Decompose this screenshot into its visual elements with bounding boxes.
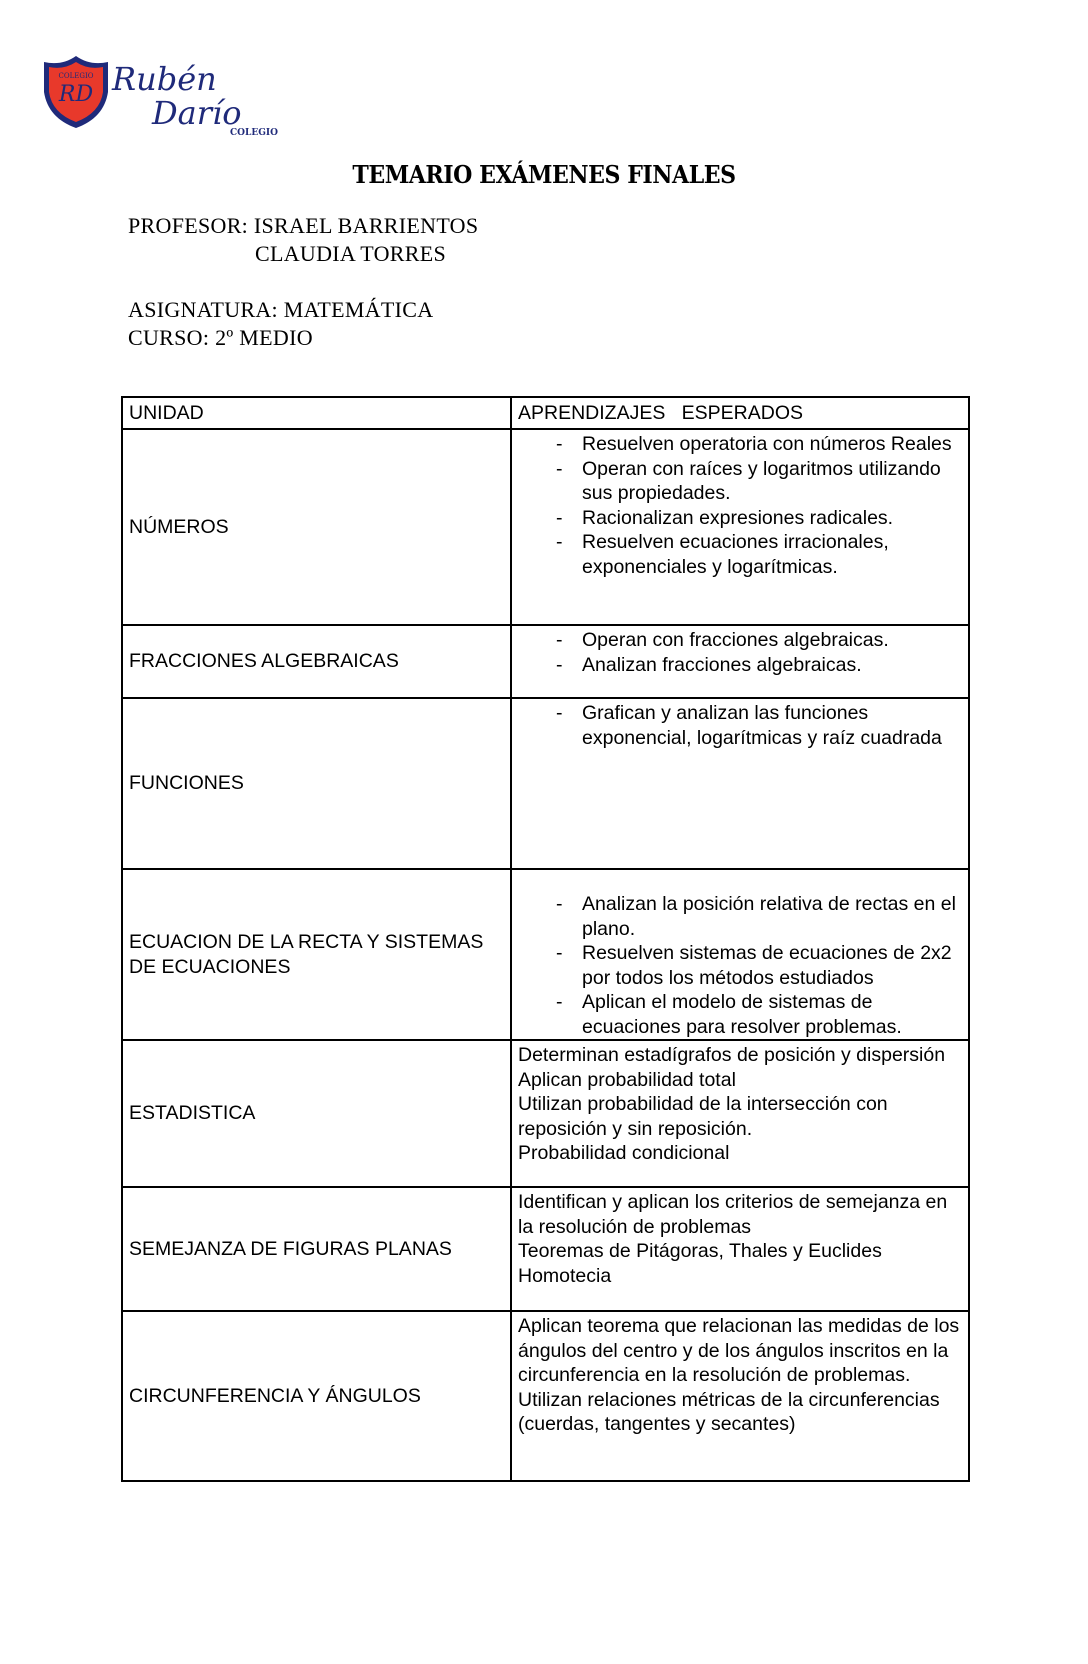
table-header-row <box>122 397 969 429</box>
aprendizaje-item: - Racionalizan expresiones radicales. <box>556 506 962 531</box>
aprendizajes-list <box>518 1314 962 1437</box>
aprendizaje-item: Aplican probabilidad total <box>518 1068 736 1091</box>
table-row <box>122 1040 969 1187</box>
aprendizaje-item: Aplican teorema que relacionan las medidas de los ángulos del centro y de los ángulos inscritos en la circunferencia en la resolución de problemas. <box>518 1315 960 1386</box>
unidad-cell: SEMEJANZA DE FIGURAS PLANAS <box>122 1187 511 1311</box>
table-row <box>122 1311 969 1481</box>
aprendizaje-item: Homotecia <box>518 1264 612 1287</box>
aprendizaje-item: - Operan con fracciones algebraicas. <box>556 628 962 653</box>
unidad-cell: FRACCIONES ALGEBRAICAS <box>122 625 511 698</box>
profesor-label-2: CLAUDIA TORRES <box>255 241 447 266</box>
syllabus-table <box>121 396 970 1482</box>
aprendizaje-item: - Grafican y analizan las funciones exponencial, logarítmicas y raíz cuadrada <box>556 701 962 750</box>
aprendizaje-item: Identifican y aplican los criterios de semejanza en la resolución de problemas <box>518 1191 948 1238</box>
profesor-label: PROFESOR: ISRAEL BARRIENTOS <box>128 213 479 238</box>
aprendizajes-list <box>518 432 962 579</box>
aprendizajes-list <box>518 628 962 677</box>
aprendizajes-list <box>518 701 962 750</box>
aprendizaje-item: - Analizan la posición relativa de rectas en el plano. <box>556 892 962 941</box>
svg-text:RD: RD <box>58 82 94 107</box>
header-unidad: UNIDAD <box>122 397 511 429</box>
asignatura-label: ASIGNATURA: MATEMÁTICA <box>128 297 434 322</box>
table-row <box>122 1187 969 1311</box>
unidad-cell: NÚMEROS <box>122 429 511 625</box>
aprendizaje-item: - Analizan fracciones algebraicas. <box>556 653 962 678</box>
page-title: TEMARIO EXÁMENES FINALES <box>352 160 736 189</box>
svg-text:COLEGIO: COLEGIO <box>230 128 278 136</box>
aprendizaje-item: - Resuelven ecuaciones irracionales, exponenciales y logarítmicas. <box>556 530 962 579</box>
curso-label: CURSO: 2º MEDIO <box>128 325 313 350</box>
aprendizaje-item: Utilizan relaciones métricas de la circunferencias (cuerdas, tangentes y secantes) <box>518 1388 940 1435</box>
unidad-cell: CIRCUNFERENCIA Y ÁNGULOS <box>122 1311 511 1481</box>
aprendizaje-item: Utilizan probabilidad de la intersección con reposición y sin reposición. <box>518 1093 888 1140</box>
aprendizaje-item: Teoremas de Pitágoras, Thales y Euclides <box>518 1240 882 1262</box>
table-row <box>122 869 969 1040</box>
svg-text:Rubén: Rubén <box>112 60 217 98</box>
table-row <box>122 429 969 625</box>
school-logo <box>40 56 280 136</box>
aprendizajes-list <box>518 1190 962 1288</box>
table-row <box>122 698 969 869</box>
svg-text:COLEGIO: COLEGIO <box>58 72 94 80</box>
shield-icon <box>40 56 280 136</box>
aprendizajes-list <box>518 1043 962 1166</box>
aprendizaje-item: Determinan estadígrafos de posición y dispersión <box>518 1044 946 1066</box>
aprendizajes-list <box>518 892 962 1039</box>
aprendizaje-item: Probabilidad condicional <box>518 1142 730 1164</box>
table-row <box>122 625 969 698</box>
header-aprendizajes: APRENDIZAJES ESPERADOS <box>511 397 969 429</box>
unidad-cell: FUNCIONES <box>122 698 511 869</box>
unidad-cell: ESTADISTICA <box>122 1040 511 1187</box>
aprendizaje-item: - Resuelven operatoria con números Reales <box>556 432 962 457</box>
aprendizaje-item: - Resuelven sistemas de ecuaciones de 2x2 por todos los métodos estudiados <box>556 941 962 990</box>
unidad-cell: ECUACION DE LA RECTA Y SISTEMAS DE ECUACIONES <box>122 869 511 1040</box>
aprendizaje-item: - Operan con raíces y logaritmos utilizando sus propiedades. <box>556 457 962 506</box>
svg-text:Darío: Darío <box>152 94 242 132</box>
aprendizaje-item: - Aplican el modelo de sistemas de ecuaciones para resolver problemas. <box>556 990 962 1039</box>
